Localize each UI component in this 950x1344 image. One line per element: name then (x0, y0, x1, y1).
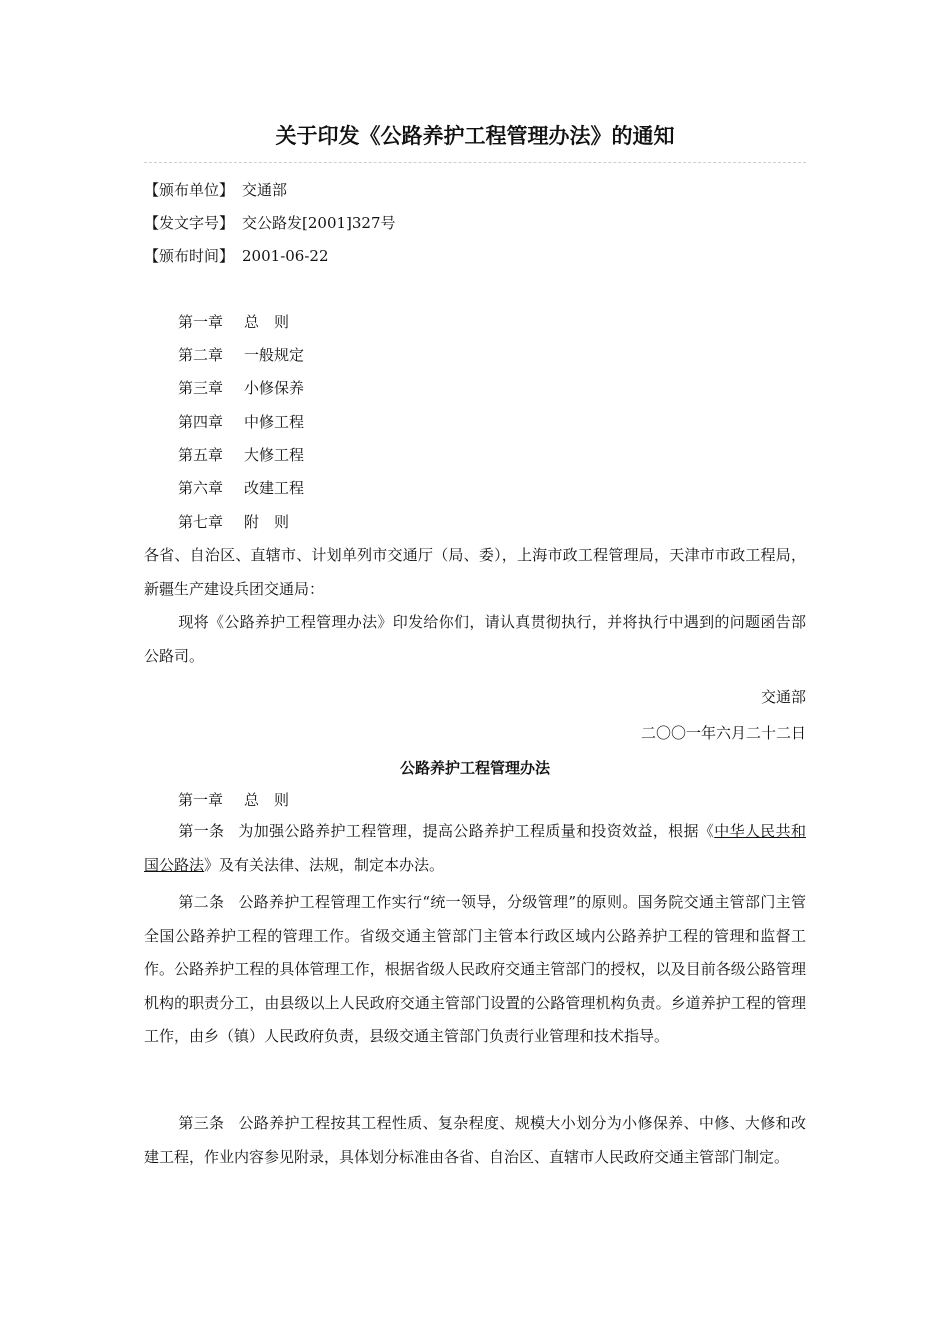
law-title: 公路养护工程管理办法 (399, 759, 550, 777)
addressee-paragraph: 各省、自治区、直辖市、计划单列市交通厅（局、委），上海市政工程管理局，天津市市政工程局，新疆生产建设兵团交通局： (144, 546, 806, 598)
article-2: 第二条 公路养护工程管理工作实行“统一领导，分级管理”的原则。国务院交通主管部门主管全国公路养护工程的管理工作。省级交通主管部门主管本行政区域内公路养护工程的管理和监督工作。公路养护工程的具体管理工作，根据省级人民政府交通主管部门的授权，以及目前各级公路管理机构的职责分工，由县级以上人民政府交通主管部门设置的公路管理机构负责。乡道养护工程的管理工作，由乡（镇）人民政府负责，县级交通主管部门负责行业管理和技术指导。 (144, 893, 806, 1046)
notice-body: 现将《公路养护工程管理办法》印发给你们，请认真贯彻执行，并将执行中遇到的问题函告部公路司。 (144, 613, 806, 665)
toc-item: 第五章 大修工程 (178, 446, 305, 464)
title-divider (144, 162, 806, 163)
meta-doc-number-label: 【发文字号】 (144, 214, 235, 232)
highway-law-link[interactable]: 中华人民共和国公路法 (144, 822, 806, 874)
toc-item: 第七章 附 则 (178, 513, 290, 531)
meta-date (144, 246, 329, 266)
page-title: 关于印发《公路养护工程管理办法》的通知 (275, 124, 675, 148)
signing-date: 二〇〇一年六月二十二日 (640, 724, 806, 742)
meta-issuer-value: 交通部 (242, 181, 288, 199)
meta-date-label: 【颁布时间】 (144, 247, 235, 265)
toc-item: 第三章 小修保养 (178, 379, 305, 397)
article-3: 第三条 公路养护工程按其工程性质、复杂程度、规模大小划分为小修保养、中修、大修和改建工程，作业内容参见附录，具体划分标准由各省、自治区、直辖市人民政府交通主管部门制定。 (144, 1114, 806, 1166)
meta-doc-number-value: 交公路发[2001]327号 (242, 214, 396, 232)
toc-item: 第一章 总 则 (178, 313, 290, 331)
toc-item: 第四章 中修工程 (178, 413, 305, 431)
meta-date-value: 2001-06-22 (242, 247, 329, 265)
article-3-head: 第三条 (178, 1114, 225, 1132)
signer: 交通部 (760, 688, 806, 706)
meta-issuer (144, 180, 287, 200)
article-2-head: 第二条 (178, 893, 225, 911)
chapter-heading: 第一章 总 则 (178, 791, 290, 809)
meta-issuer-label: 【颁布单位】 (144, 181, 235, 199)
toc-item: 第六章 改建工程 (178, 479, 305, 497)
meta-doc-number (144, 213, 396, 233)
toc-item: 第二章 一般规定 (178, 346, 305, 364)
article-1-head: 第一条 (178, 822, 225, 840)
article-1: 第一条 为加强公路养护工程管理，提高公路养护工程质量和投资效益，根据《中华人民共和国公路法》及有关法律、法规，制定本办法。 (144, 822, 806, 874)
